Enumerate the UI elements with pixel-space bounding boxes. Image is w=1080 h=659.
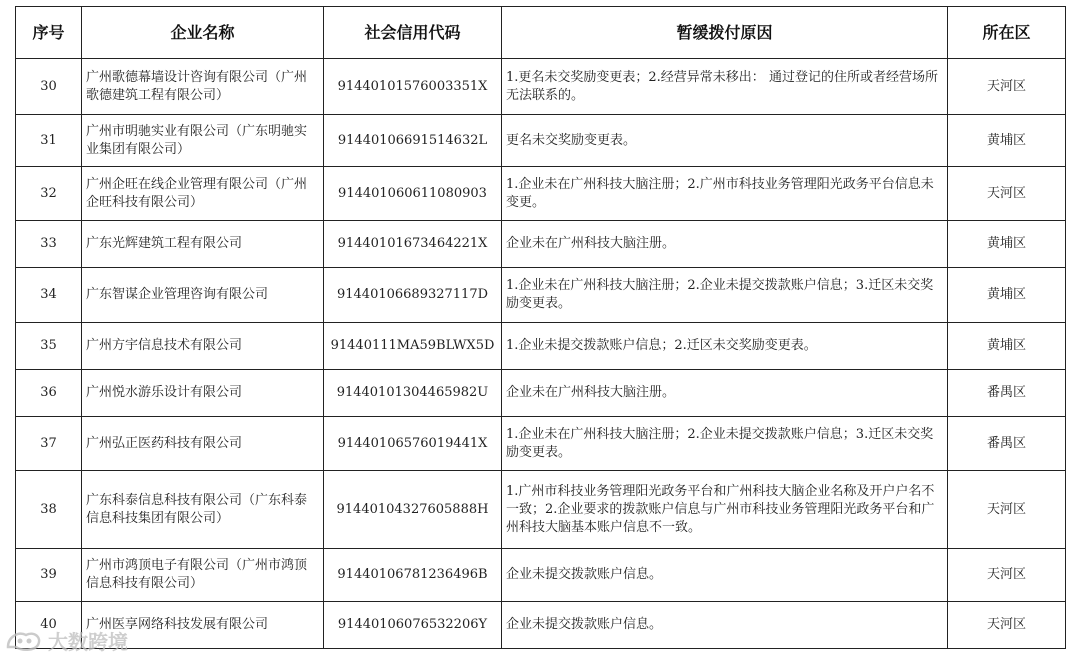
company-name: 广东科泰信息科技有限公司（广东科泰信息科技集团有限公司） (82, 471, 324, 549)
header-credit-code: 社会信用代码 (324, 7, 502, 59)
district: 黄埔区 (948, 221, 1066, 268)
table-row (16, 167, 1066, 221)
credit-code: 91440101576003351X (324, 59, 502, 115)
company-name: 广东智谋企业管理咨询有限公司 (82, 268, 324, 323)
deferral-reason: 企业未提交拨款账户信息。 (502, 549, 948, 602)
credit-code: 91440106576019441X (324, 417, 502, 471)
table-row (16, 471, 1066, 549)
row-number: 34 (16, 268, 82, 323)
table-header-row (16, 7, 1066, 59)
row-number: 35 (16, 323, 82, 370)
table-row (16, 221, 1066, 268)
credit-code: 91440101304465982U (324, 370, 502, 417)
district: 番禺区 (948, 417, 1066, 471)
row-number: 38 (16, 471, 82, 549)
company-name: 广州悦水游乐设计有限公司 (82, 370, 324, 417)
deferral-reason: 1.更名未交奖励变更表；2.经营异常未移出： 通过登记的住所或者经营场所无法联系的。 (502, 59, 948, 115)
row-number: 30 (16, 59, 82, 115)
deferral-reason: 1.广州市科技业务管理阳光政务平台和广州科技大脑企业名称及开户户名不一致；2.企业要求的拨款账户信息与广州市科技业务管理阳光政务平台和广州科技大脑基本账户信息不一致。 (502, 471, 948, 549)
company-name: 广州医享网络科技发展有限公司 (82, 602, 324, 649)
deferral-reason: 1.企业未在广州科技大脑注册；2.企业未提交拨款账户信息；3.迁区未交奖励变更表。 (502, 268, 948, 323)
deferral-reason: 1.企业未提交拨款账户信息；2.迁区未交奖励变更表。 (502, 323, 948, 370)
credit-code: 91440101673464221X (324, 221, 502, 268)
credit-code: 91440106076532206Y (324, 602, 502, 649)
credit-code: 91440104327605888H (324, 471, 502, 549)
deferral-reason: 企业未提交拨款账户信息。 (502, 602, 948, 649)
credit-code: 91440106781236496B (324, 549, 502, 602)
district: 番禺区 (948, 370, 1066, 417)
header-company-name: 企业名称 (82, 7, 324, 59)
row-number: 36 (16, 370, 82, 417)
district: 天河区 (948, 549, 1066, 602)
table-row (16, 370, 1066, 417)
table-row (16, 115, 1066, 167)
company-name: 广州方宇信息技术有限公司 (82, 323, 324, 370)
table-row (16, 323, 1066, 370)
company-name: 广州歌德幕墙设计咨询有限公司（广州歌德建筑工程有限公司） (82, 59, 324, 115)
district: 天河区 (948, 471, 1066, 549)
deferral-reason: 1.企业未在广州科技大脑注册；2.广州市科技业务管理阳光政务平台信息未变更。 (502, 167, 948, 221)
credit-code: 91440111MA59BLWX5D (324, 323, 502, 370)
company-name: 广州企旺在线企业管理有限公司（广州企旺科技有限公司） (82, 167, 324, 221)
district: 天河区 (948, 59, 1066, 115)
credit-code: 91440106689327117D (324, 268, 502, 323)
table-row (16, 602, 1066, 649)
credit-code: 91440106691514632L (324, 115, 502, 167)
deferral-reason: 更名未交奖励变更表。 (502, 115, 948, 167)
row-number: 31 (16, 115, 82, 167)
watermark-logo-icon (4, 627, 44, 653)
company-name: 广东光辉建筑工程有限公司 (82, 221, 324, 268)
header-reason: 暂缓拨付原因 (502, 7, 948, 59)
header-district: 所在区 (948, 7, 1066, 59)
deferral-reason: 企业未在广州科技大脑注册。 (502, 221, 948, 268)
district: 黄埔区 (948, 115, 1066, 167)
company-name: 广州市明驰实业有限公司（广东明驰实业集团有限公司） (82, 115, 324, 167)
row-number: 32 (16, 167, 82, 221)
deferred-payment-table (15, 6, 1066, 649)
district: 黄埔区 (948, 268, 1066, 323)
row-number: 37 (16, 417, 82, 471)
district: 天河区 (948, 167, 1066, 221)
credit-code: 914401060611080903 (324, 167, 502, 221)
table-row (16, 59, 1066, 115)
watermark (4, 622, 128, 658)
watermark-text: 大数跨境 (48, 629, 128, 654)
row-number: 40 (16, 602, 82, 649)
table-row (16, 549, 1066, 602)
deferral-reason: 1.企业未在广州科技大脑注册；2.企业未提交拨款账户信息；3.迁区未交奖励变更表。 (502, 417, 948, 471)
company-name: 广州弘正医药科技有限公司 (82, 417, 324, 471)
district: 黄埔区 (948, 323, 1066, 370)
row-number: 39 (16, 549, 82, 602)
table-row (16, 417, 1066, 471)
district: 天河区 (948, 602, 1066, 649)
row-number: 33 (16, 221, 82, 268)
deferral-reason: 企业未在广州科技大脑注册。 (502, 370, 948, 417)
company-name: 广州市鸿顶电子有限公司（广州市鸿顶信息科技有限公司） (82, 549, 324, 602)
table-row (16, 268, 1066, 323)
header-no: 序号 (16, 7, 82, 59)
